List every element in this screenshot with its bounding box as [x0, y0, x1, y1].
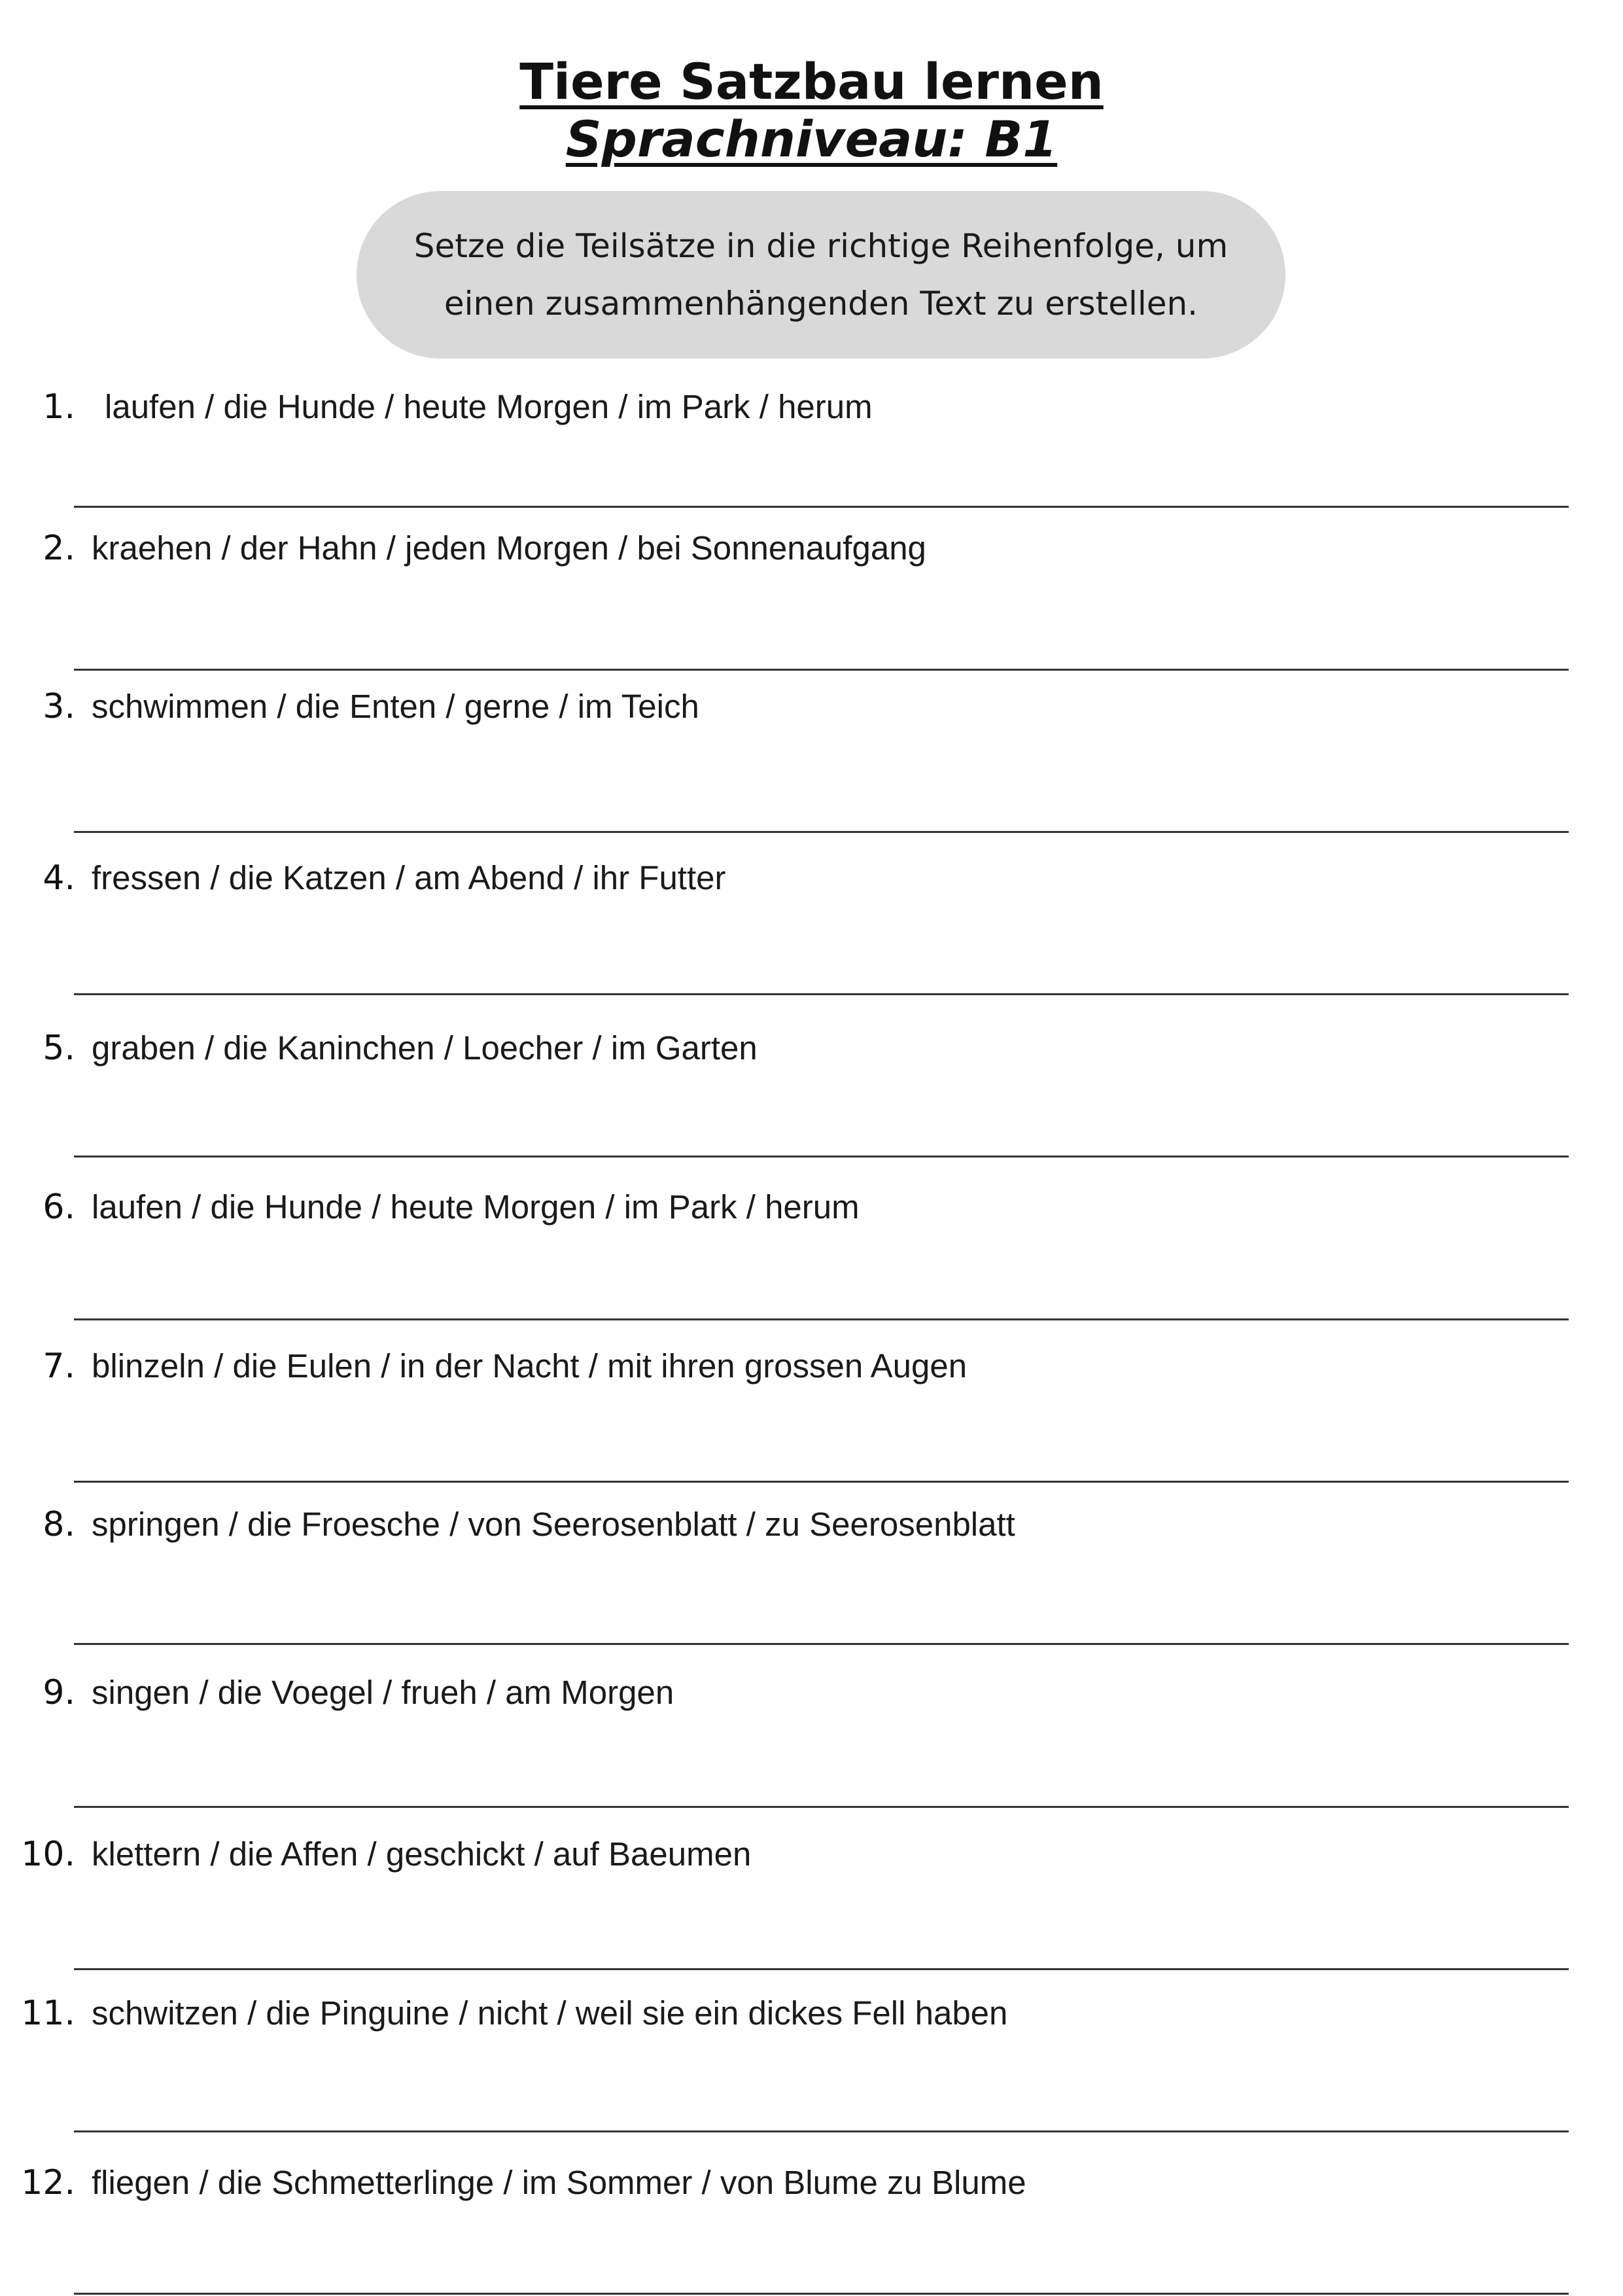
exercise-number: 3.: [43, 687, 75, 726]
exercise-number: 12.: [21, 2163, 75, 2202]
exercise-prompt: schwitzen / die Pinguine / nicht / weil sie ein dickes Fell haben: [92, 1994, 1008, 2032]
answer-line[interactable]: [74, 506, 1569, 508]
instruction-box: [357, 191, 1285, 359]
exercise-prompt: klettern / die Affen / geschickt / auf Baeumen: [92, 1835, 752, 1873]
worksheet-subtitle: Sprachniveau: B1: [565, 110, 1058, 168]
exercise-prompt: schwimmen / die Enten / gerne / im Teich: [92, 688, 699, 725]
exercise-number: 7.: [43, 1347, 75, 1386]
exercise-number: 5.: [43, 1029, 75, 1068]
exercise-number: 2.: [43, 529, 75, 568]
answer-line[interactable]: [74, 1481, 1569, 1483]
exercise-number: 9.: [43, 1673, 75, 1712]
worksheet-title: Tiere Satzbau lernen: [519, 52, 1104, 111]
exercise-prompt: kraehen / der Hahn / jeden Morgen / bei Sonnenaufgang: [92, 529, 926, 567]
answer-line[interactable]: [74, 1156, 1569, 1157]
exercise-prompt: laufen / die Hunde / heute Morgen / im Park / herum: [92, 1188, 860, 1226]
exercise-number: 10.: [21, 1835, 75, 1874]
answer-line[interactable]: [74, 1318, 1569, 1320]
exercise-prompt: fliegen / die Schmetterlinge / im Sommer / von Blume zu Blume: [92, 2164, 1026, 2201]
answer-line[interactable]: [74, 669, 1569, 671]
exercise-prompt: graben / die Kaninchen / Loecher / im Garten: [92, 1029, 758, 1067]
exercise-number: 6.: [43, 1188, 75, 1227]
answer-line[interactable]: [74, 2130, 1569, 2132]
exercise-prompt: blinzeln / die Eulen / in der Nacht / mit ihren grossen Augen: [92, 1347, 968, 1385]
exercise-prompt: laufen / die Hunde / heute Morgen / im Park / herum: [105, 388, 873, 425]
exercise-prompt: singen / die Voegel / frueh / am Morgen: [92, 1674, 674, 1711]
exercise-number: 8.: [43, 1505, 75, 1544]
answer-line[interactable]: [74, 2293, 1569, 2295]
answer-line[interactable]: [74, 1643, 1569, 1645]
answer-line[interactable]: [74, 993, 1569, 995]
exercise-number: 11.: [21, 1994, 75, 2033]
exercise-number: 4.: [43, 858, 75, 898]
answer-line[interactable]: [74, 1968, 1569, 1970]
answer-line[interactable]: [74, 1806, 1569, 1808]
exercise-prompt: springen / die Froesche / von Seerosenblatt / zu Seerosenblatt: [92, 1506, 1015, 1543]
exercise-prompt: fressen / die Katzen / am Abend / ihr Futter: [92, 859, 726, 896]
instruction-text: Setze die Teilsätze in die richtige Reihenfolge, um einen zusammenhängenden Text zu erstellen.: [413, 227, 1229, 323]
answer-line[interactable]: [74, 831, 1569, 833]
exercise-number: 1.: [43, 387, 75, 427]
